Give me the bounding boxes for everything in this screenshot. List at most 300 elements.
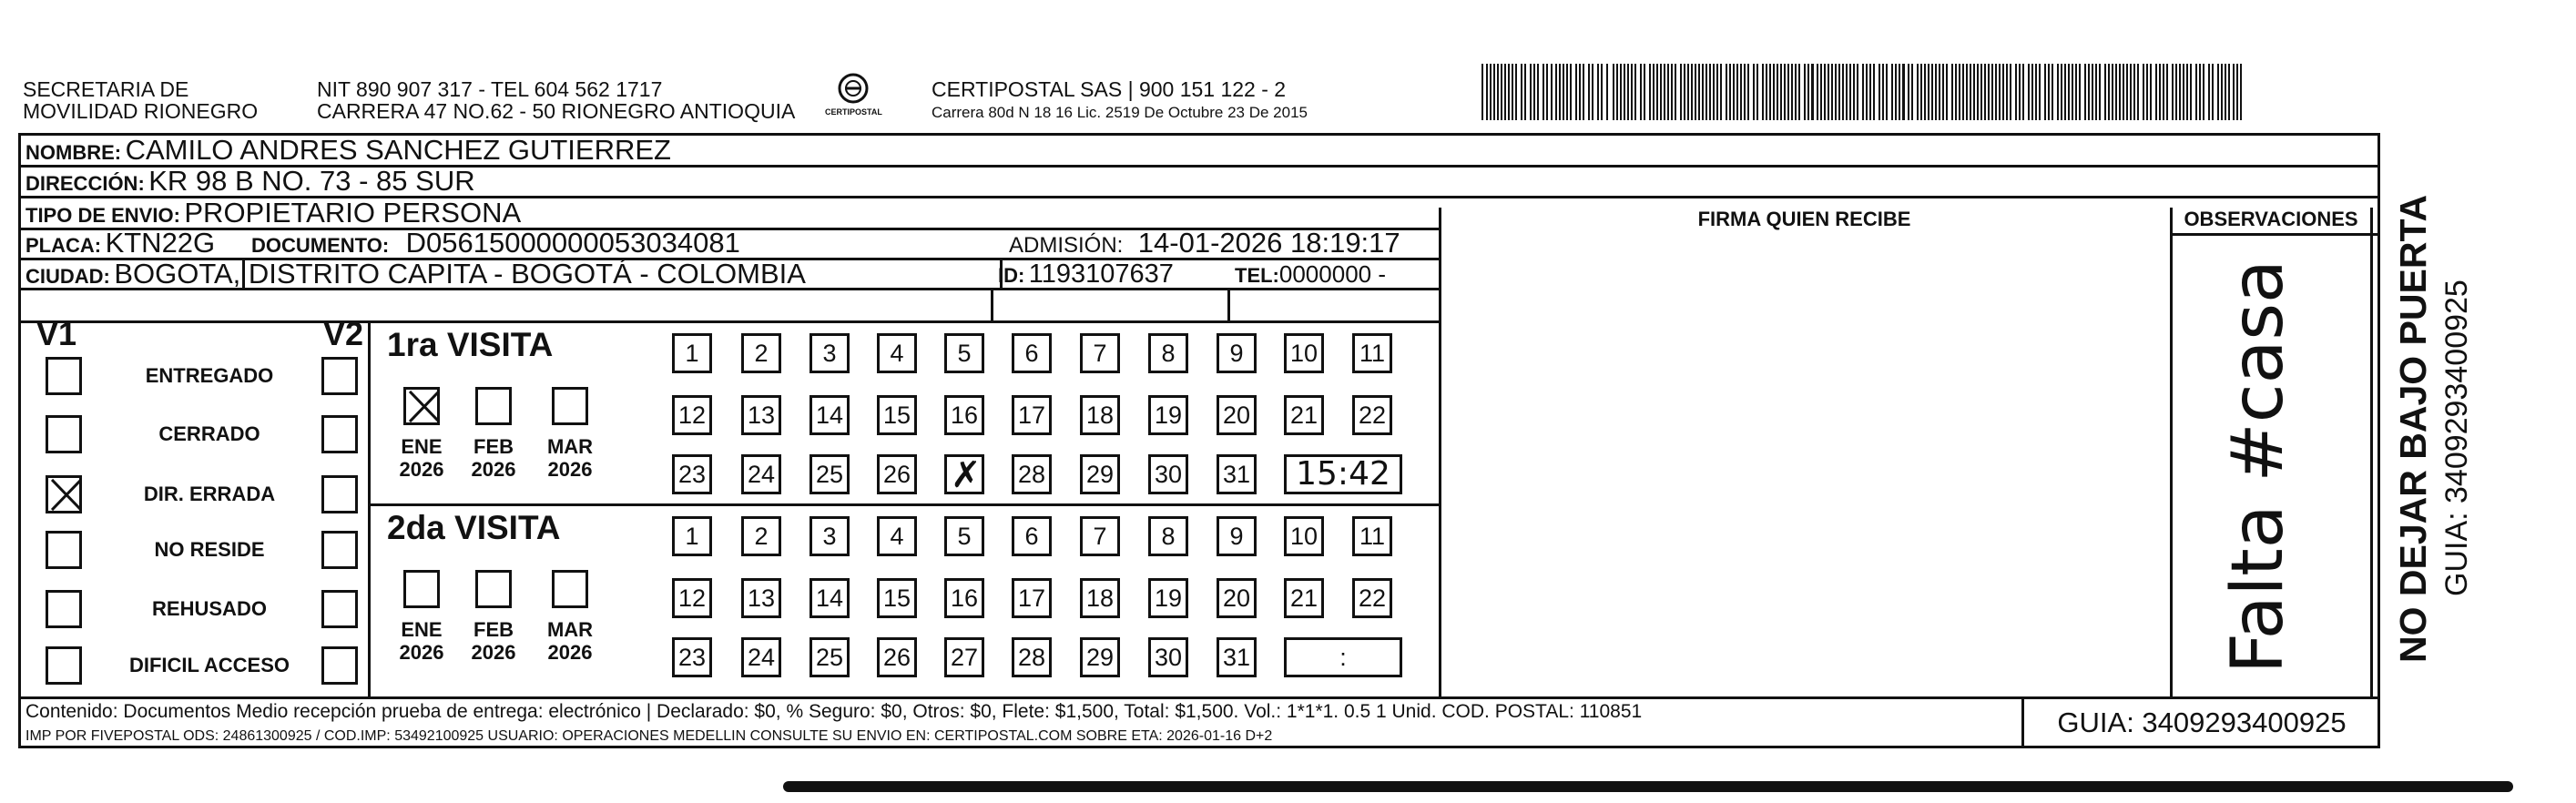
day-box[interactable]: 9 [1217,333,1257,373]
day-box[interactable]: 10 [1284,333,1324,373]
barcode-bar [1879,64,1880,120]
barcode-bar [1902,64,1905,120]
barcode-bar [2028,64,2030,120]
barcode-bar [1920,64,1922,120]
day-box[interactable] [944,454,984,494]
barcode-bar [1846,64,1848,120]
day-box[interactable]: 11 [1352,333,1392,373]
day-box[interactable]: 8 [1148,333,1188,373]
barcode-bar [2031,64,2033,120]
day-box[interactable]: 3 [809,516,850,556]
barcode-bar [1886,64,1888,120]
barcode-bar [1667,64,1669,120]
barcode-bar [1999,64,2001,120]
time-value: 15:42 [1296,455,1390,493]
barcode-bar [2022,64,2024,120]
day-box[interactable]: 28 [1012,637,1052,677]
barcode-bar [1817,64,1818,120]
status-v2-checkbox[interactable] [321,357,358,395]
barcode-bar [2225,64,2226,120]
status-v2-checkbox[interactable] [321,646,358,685]
barcode-bar [1842,64,1844,120]
barcode-bar [2044,64,2046,120]
org-info-line1: NIT 890 907 317 - TEL 604 562 1717 [317,77,663,101]
barcode-bar [1606,64,1608,120]
barcode-bar [1551,64,1553,120]
day-box[interactable]: 17 [1012,395,1052,435]
status-label: DIFICIL ACCESO [128,654,290,676]
barcode-bar [2195,64,2197,120]
org-info-line2: CARRERA 47 NO.62 - 50 RIONEGRO ANTIOQUIA [317,99,796,123]
barcode-bar [1899,64,1900,120]
barcode-bar [1543,64,1544,120]
barcode-bar [2084,64,2086,120]
day-box[interactable]: 20 [1217,578,1257,618]
day-box[interactable]: 1 [672,516,712,556]
barcode-bar [2123,64,2124,120]
barcode-bar [1644,64,1645,120]
month-label [390,435,453,481]
status-label: DIR. ERRADA [143,483,276,505]
barcode-bar [2137,64,2139,120]
day-box[interactable]: 17 [1012,578,1052,618]
day-box[interactable]: 14 [809,395,850,435]
barcode-bar [1917,64,1919,120]
barcode-bar [1828,64,1829,120]
time-box[interactable] [1284,454,1402,494]
day-box[interactable]: 27 [944,637,984,677]
barcode-bar [1970,64,1971,120]
barcode-bar [1653,64,1655,120]
month-label [538,618,602,664]
nombre-label: NOMBRE: [25,141,122,164]
barcode-bar [2208,64,2210,120]
carrier-logo-icon [836,71,871,106]
barcode-bar [1664,64,1665,120]
month-name: ENE [401,618,443,641]
barcode-bar [2221,64,2223,120]
barcode-bar [1962,64,1964,120]
barcode-bar [2159,64,2161,120]
barcode-bar [1784,64,1786,120]
barcode-bar [2052,64,2053,120]
status-v1-checkbox[interactable] [46,531,82,569]
barcode-bar [1486,64,1488,120]
barcode-bar [2190,64,2192,120]
barcode-bar [2240,64,2242,120]
month-year: 2026 [547,641,593,664]
day-box[interactable]: 10 [1284,516,1324,556]
barcode-bar [1866,64,1868,120]
barcode-bar [2002,64,2004,120]
barcode-bar [1512,64,1513,120]
time-value: : [1339,644,1347,671]
day-box[interactable]: 26 [877,637,917,677]
barcode-bar [1570,64,1572,120]
barcode-bar [2217,64,2219,120]
day-box[interactable]: 16 [944,395,984,435]
day-box[interactable]: 22 [1352,578,1392,618]
day-box[interactable]: 9 [1217,516,1257,556]
barcode-bar [1592,64,1593,120]
barcode-bar [1680,64,1682,120]
barcode-bar [1966,64,1968,120]
day-box[interactable]: 30 [1148,454,1188,494]
barcode-bar [2233,64,2235,120]
month-year: 2026 [471,641,516,664]
barcode-bar [1984,64,1986,120]
barcode-bar [2072,64,2073,120]
barcode-bar [2143,64,2144,120]
barcode-bar [1675,64,1676,120]
scan-edge [783,781,2513,792]
day-box[interactable]: 29 [1080,637,1120,677]
status-v1-checkbox[interactable] [46,475,82,513]
day-box[interactable]: 7 [1080,516,1120,556]
barcode-bar [2163,64,2164,120]
barcode-bar [1640,64,1642,120]
day-box[interactable]: 25 [809,637,850,677]
barcode-bar [2035,64,2037,120]
barcode-bar [1942,64,1944,120]
status-v1-checkbox[interactable] [46,590,82,628]
contenido-text: Contenido: Documentos Medio recepción prueba de entrega: electrónico | Declarado: $0, % Seguro: $0, Otros: $0, Flete: $1,500, Total: $1,500. Vol.: 1*1*1. 0.5 1 Unid. COD. POSTAL: 110851 [25,701,1643,722]
day-box[interactable]: 19 [1148,578,1188,618]
barcode-bar [2092,64,2093,120]
barcode-bar [1579,64,1581,120]
barcode-bar [1849,64,1851,120]
barcode-bar [1559,64,1561,120]
barcode-bar [1873,64,1875,120]
barcode-bar [1481,64,1483,120]
status-label: NO RESIDE [154,538,265,561]
v2-label: V2 [323,315,364,352]
barcode-bar [1616,64,1618,120]
barcode-bar [2048,64,2050,120]
day-box[interactable]: 28 [1012,454,1052,494]
day-box[interactable]: 24 [741,637,781,677]
direccion-value: KR 98 B NO. 73 - 85 SUR [148,165,475,197]
barcode-bar [1691,64,1693,120]
status-label: ENTREGADO [145,364,274,387]
day-box[interactable]: 1 [672,333,712,373]
day-box[interactable]: 30 [1148,637,1188,677]
month-checkbox[interactable] [403,570,440,608]
barcode-bar [1935,64,1937,120]
barcode-bar [2095,64,2097,120]
status-v1-checkbox[interactable] [46,646,82,685]
direccion-label: DIRECCIÓN: [25,172,145,195]
barcode-bar [1773,64,1775,120]
barcode-bar [1597,64,1599,120]
observaciones-label: OBSERVACIONES [2184,208,2358,230]
barcode-bar [1504,64,1506,120]
day-box[interactable]: 3 [809,333,850,373]
signature-area[interactable] [1441,235,2168,695]
month-checkbox[interactable] [552,387,588,425]
day-box[interactable]: 2 [741,333,781,373]
barcode-bar [2126,64,2128,120]
day-box[interactable]: 4 [877,333,917,373]
barcode-bar [1627,64,1629,120]
status-v2-checkbox[interactable] [321,531,358,569]
barcode-bar [1756,64,1758,120]
status-v2-checkbox[interactable] [321,475,358,513]
barcode-bar [1777,64,1778,120]
month-name: MAR [546,618,594,641]
barcode-bar [1891,64,1893,120]
day-box[interactable]: 8 [1148,516,1188,556]
day-box[interactable]: 26 [877,454,917,494]
barcode-bar [1601,64,1603,120]
barcode-bar [1853,64,1855,120]
barcode-bar [1991,64,1993,120]
barcode-bar [2155,64,2157,120]
barcode-bar [1747,64,1749,120]
barcode-bar [1736,64,1738,120]
barcode-bar [1687,64,1689,120]
barcode-bar [1807,64,1809,120]
day-box[interactable]: 15 [877,578,917,618]
barcode-bar [2199,64,2201,120]
tel-label: TEL: [1235,264,1279,287]
day-box[interactable]: 31 [1217,637,1257,677]
barcode-bar [1908,64,1909,120]
status-label: CERRADO [158,422,260,445]
day-box[interactable]: 15 [877,395,917,435]
time-box[interactable] [1284,637,1402,677]
day-box[interactable]: 24 [741,454,781,494]
day-box[interactable]: 7 [1080,333,1120,373]
admision-label: ADMISIÓN: [1009,233,1124,258]
barcode-bar [1762,64,1764,120]
barcode-bar [2006,64,2008,120]
barcode-bar [1869,64,1871,120]
day-box[interactable]: 2 [741,516,781,556]
tipo-label: TIPO DE ENVIO: [25,204,180,227]
side-guia: GUIA: 3409293400925 [2439,280,2474,596]
barcode-bar [2212,64,2214,120]
barcode-bar [1924,64,1926,120]
day-box[interactable]: 29 [1080,454,1120,494]
barcode-bar [1515,64,1517,120]
barcode-bar [1684,64,1685,120]
day-box[interactable]: 20 [1217,395,1257,435]
day-box[interactable]: 25 [809,454,850,494]
visit-title: 2da VISITA [387,509,561,546]
barcode-bar [1787,64,1789,120]
status-v1-checkbox[interactable] [46,415,82,453]
barcode-bar [2019,64,2021,120]
month-label [538,435,602,481]
barcode-bar [1928,64,1929,120]
day-box[interactable]: 18 [1080,395,1120,435]
barcode [1480,64,2245,120]
barcode-bar [1895,64,1897,120]
barcode-bar [1530,64,1532,120]
month-label [390,618,453,664]
day-box[interactable]: 6 [1012,333,1052,373]
barcode-bar [1820,64,1822,120]
month-label [462,435,525,481]
barcode-bar [1780,64,1782,120]
barcode-bar [1951,64,1953,120]
month-checkbox[interactable] [475,570,512,608]
barcode-bar [2133,64,2135,120]
barcode-bar [2146,64,2148,120]
month-checkbox[interactable] [403,387,440,425]
barcode-bar [1911,64,1913,120]
barcode-bar [2112,64,2113,120]
barcode-bar [1705,64,1707,120]
barcode-bar [1959,64,1960,120]
day-box[interactable]: 11 [1352,516,1392,556]
tel-field [1235,259,1386,294]
day-box[interactable]: 4 [877,516,917,556]
barcode-bar [1624,64,1625,120]
barcode-bar [1798,64,1800,120]
barcode-bar [2015,64,2017,120]
month-name: FEB [473,435,514,458]
ciudad-field [25,259,806,295]
barcode-bar [2075,64,2077,120]
barcode-bar [1838,64,1840,120]
barcode-bar [2183,64,2184,120]
ciudad-value: BOGOTA, DISTRITO CAPITA - BOGOTÁ - COLOMBIA [114,258,806,290]
placa-value: KTN22G [105,227,216,259]
barcode-bar [1939,64,1940,120]
barcode-bar [1857,64,1858,120]
barcode-bar [2064,64,2066,120]
barcode-bar [2079,64,2081,120]
day-box[interactable]: 22 [1352,395,1392,435]
barcode-bar [1795,64,1797,120]
barcode-bar [1931,64,1933,120]
carrier-logo-text: CERTIPOSTAL [825,107,882,117]
month-label [462,618,525,664]
v1-label: V1 [36,315,77,352]
day-box[interactable]: 5 [944,516,984,556]
barcode-bar [2061,64,2062,120]
month-name: FEB [473,618,514,641]
day-box[interactable]: 21 [1284,578,1324,618]
admision-value: 14-01-2026 18:19:17 [1137,227,1400,259]
imp-text: IMP POR FIVEPOSTAL ODS: 24861300925 / COD.IMP: 53492100925 USUARIO: OPERACIONES MEDELLIN CONSULTE SU ENVIO EN: CERTIPOSTAL.COM SOBRE ETA: 2026-01-16 D+2 [25,728,1273,744]
day-box[interactable]: 23 [672,637,712,677]
barcode-bar [1791,64,1793,120]
barcode-bar [2099,64,2101,120]
barcode-bar [1988,64,1990,120]
placa-label: PLACA: [25,234,102,257]
carrier-line1: CERTIPOSTAL SAS | 900 151 122 - 2 [932,77,1287,101]
barcode-bar [1811,64,1814,120]
id-field [998,259,1174,294]
barcode-bar [1501,64,1502,120]
day-box[interactable]: 19 [1148,395,1188,435]
carrier-line2: Carrera 80d N 18 16 Lic. 2519 De Octubre 23 De 2015 [932,104,1308,121]
barcode-bar [1973,64,1975,120]
day-box[interactable]: 16 [944,578,984,618]
no-dejar-warning: NO DEJAR BAJO PUERTA [2392,194,2434,663]
day-box[interactable]: 23 [672,454,712,494]
month-year: 2026 [399,641,444,664]
month-checkbox[interactable] [475,387,512,425]
documento-value: D05615000000053034081 [405,227,740,259]
barcode-bar [1835,64,1837,120]
barcode-bar [2179,64,2181,120]
barcode-bar [2088,64,2090,120]
barcode-bar [1824,64,1826,120]
barcode-bar [1566,64,1568,120]
day-box[interactable]: 13 [741,578,781,618]
barcode-bar [1508,64,1510,120]
barcode-bar [2104,64,2106,120]
barcode-bar [1671,64,1673,120]
barcode-bar [1563,64,1564,120]
barcode-bar [1831,64,1833,120]
day-box[interactable]: 13 [741,395,781,435]
month-checkbox[interactable] [552,570,588,608]
day-box[interactable]: 31 [1217,454,1257,494]
barcode-bar [1977,64,1979,120]
barcode-bar [1695,64,1696,120]
barcode-bar [1980,64,1982,120]
barcode-bar [2068,64,2070,120]
barcode-bar [1493,64,1495,120]
nombre-value: CAMILO ANDRES SANCHEZ GUTIERREZ [125,134,671,166]
org-name-line2: MOVILIDAD RIONEGRO [23,99,259,123]
barcode-bar [1634,64,1636,120]
barcode-bar [1882,64,1884,120]
month-year: 2026 [399,458,444,481]
barcode-bar [1698,64,1700,120]
barcode-bar [1537,64,1539,120]
barcode-bar [1769,64,1771,120]
barcode-bar [1709,64,1711,120]
visit-title: 1ra VISITA [387,326,554,363]
status-v2-checkbox[interactable] [321,590,358,628]
barcode-bar [1490,64,1492,120]
barcode-bar [2166,64,2168,120]
day-box[interactable]: 12 [672,578,712,618]
barcode-bar [2175,64,2177,120]
status-v1-checkbox[interactable] [46,357,82,395]
barcode-bar [1497,64,1499,120]
barcode-bar [2108,64,2110,120]
barcode-bar [1720,64,1722,120]
barcode-bar [2039,64,2041,120]
barcode-bar [1713,64,1715,120]
day-box[interactable]: 21 [1284,395,1324,435]
barcode-bar [1583,64,1584,120]
barcode-bar [1946,64,1948,120]
barcode-bar [1744,64,1746,120]
id-value: 1193107637 [1028,259,1174,289]
day-box[interactable]: 18 [1080,578,1120,618]
status-v2-checkbox[interactable] [321,415,358,453]
day-box[interactable]: 5 [944,333,984,373]
day-box[interactable]: 12 [672,395,712,435]
barcode-bar [1533,64,1535,120]
day-box[interactable]: 6 [1012,516,1052,556]
barcode-bar [2236,64,2238,120]
barcode-bar [1656,64,1658,120]
day-box[interactable]: 14 [809,578,850,618]
org-name-line1: SECRETARIA DE [23,77,189,101]
barcode-bar [1555,64,1557,120]
barcode-bar [1702,64,1704,120]
tel-value: 0000000 - [1278,260,1386,288]
